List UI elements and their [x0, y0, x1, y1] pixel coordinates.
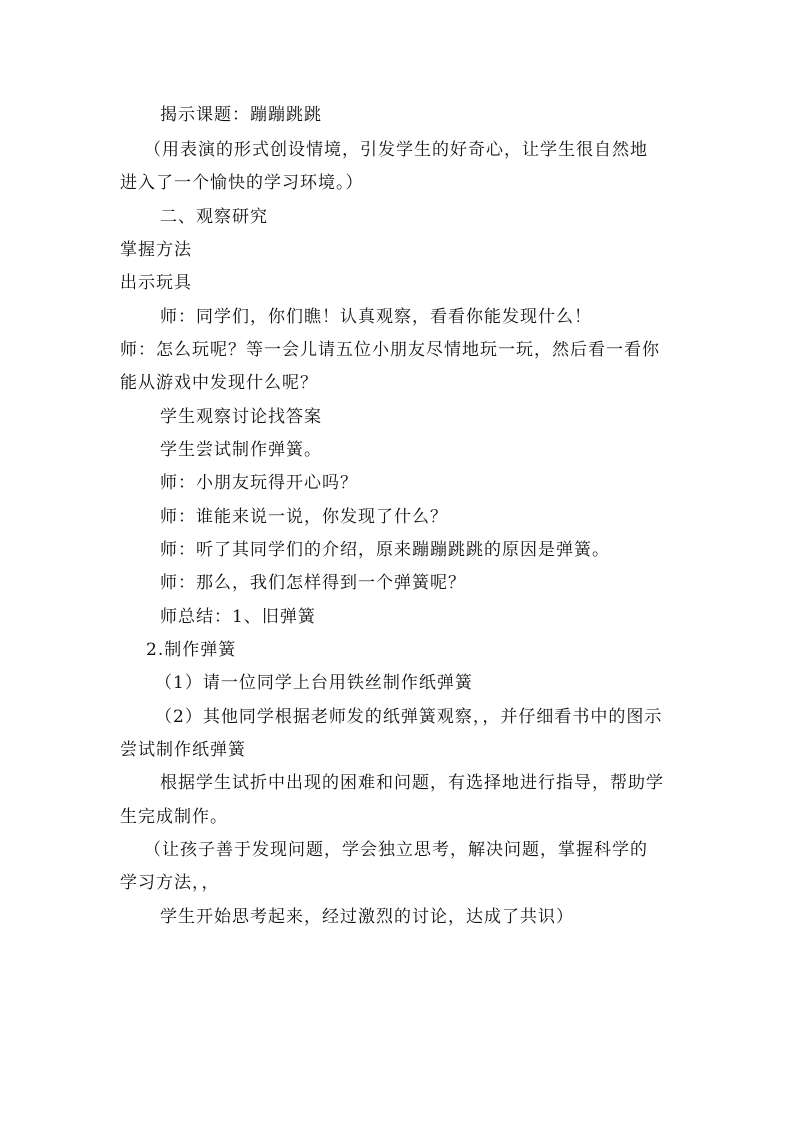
text-line-substep-1: （1）请一位同学上台用铁丝制作纸弹簧	[155, 673, 473, 693]
text-line-teacher-1: 师：同学们，你们瞧！认真观察，看看你能发现什么！	[160, 307, 592, 327]
text-line-teacher-6: 师：那么，我们怎样得到一个弹簧呢？	[160, 573, 466, 593]
text-line-teacher-2-cont: 能从游戏中发现什么呢？	[120, 373, 318, 393]
text-line-step-2: 2.制作弹簧	[146, 640, 237, 660]
text-line-student-2: 学生尝试制作弹簧。	[160, 440, 322, 460]
text-line-guidance-cont: 生完成制作。	[120, 807, 228, 827]
text-line-teacher-2: 师：怎么玩呢？等一会儿请五位小朋友尽情地玩一玩，然后看一看你	[120, 340, 660, 360]
text-line-note-1: （用表演的形式创设情境，引发学生的好奇心，让学生很自然地	[144, 140, 648, 160]
text-line-teacher-4: 师：谁能来说一说，你发现了什么？	[160, 507, 448, 527]
text-line-note-3-cont: 学习方法，，	[120, 873, 220, 893]
text-line-note-2: 进入了一个愉快的学习环境。）	[120, 173, 364, 193]
text-line-substep-2: （2）其他同学根据老师发的纸弹簧观察，，并仔细看书中的图示	[155, 707, 663, 727]
text-line-teacher-3: 师：小朋友玩得开心吗？	[160, 473, 358, 493]
text-line-guidance: 根据学生试折中出现的困难和问题，有选择地进行指导，帮助学	[160, 773, 664, 793]
text-line-conclusion: 学生开始思考起来，经过激烈的讨论，达成了共识）	[160, 907, 574, 927]
text-line-teacher-5: 师：听了其同学们的介绍，原来蹦蹦跳跳的原因是弹簧。	[160, 540, 610, 560]
text-line-topic: 揭示课题：蹦蹦跳跳	[160, 105, 322, 125]
text-line-method: 掌握方法	[120, 240, 192, 260]
section-heading: 二、观察研究	[160, 207, 268, 227]
text-line-summary: 师总结：1、旧弹簧	[160, 607, 316, 627]
text-line-note-3: （让孩子善于发现问题，学会独立思考，解决问题，掌握科学的	[144, 840, 648, 860]
text-line-substep-2-cont: 尝试制作纸弹簧	[120, 740, 246, 760]
text-line-show-toy: 出示玩具	[120, 273, 192, 293]
text-line-student-1: 学生观察讨论找答案	[160, 407, 322, 427]
